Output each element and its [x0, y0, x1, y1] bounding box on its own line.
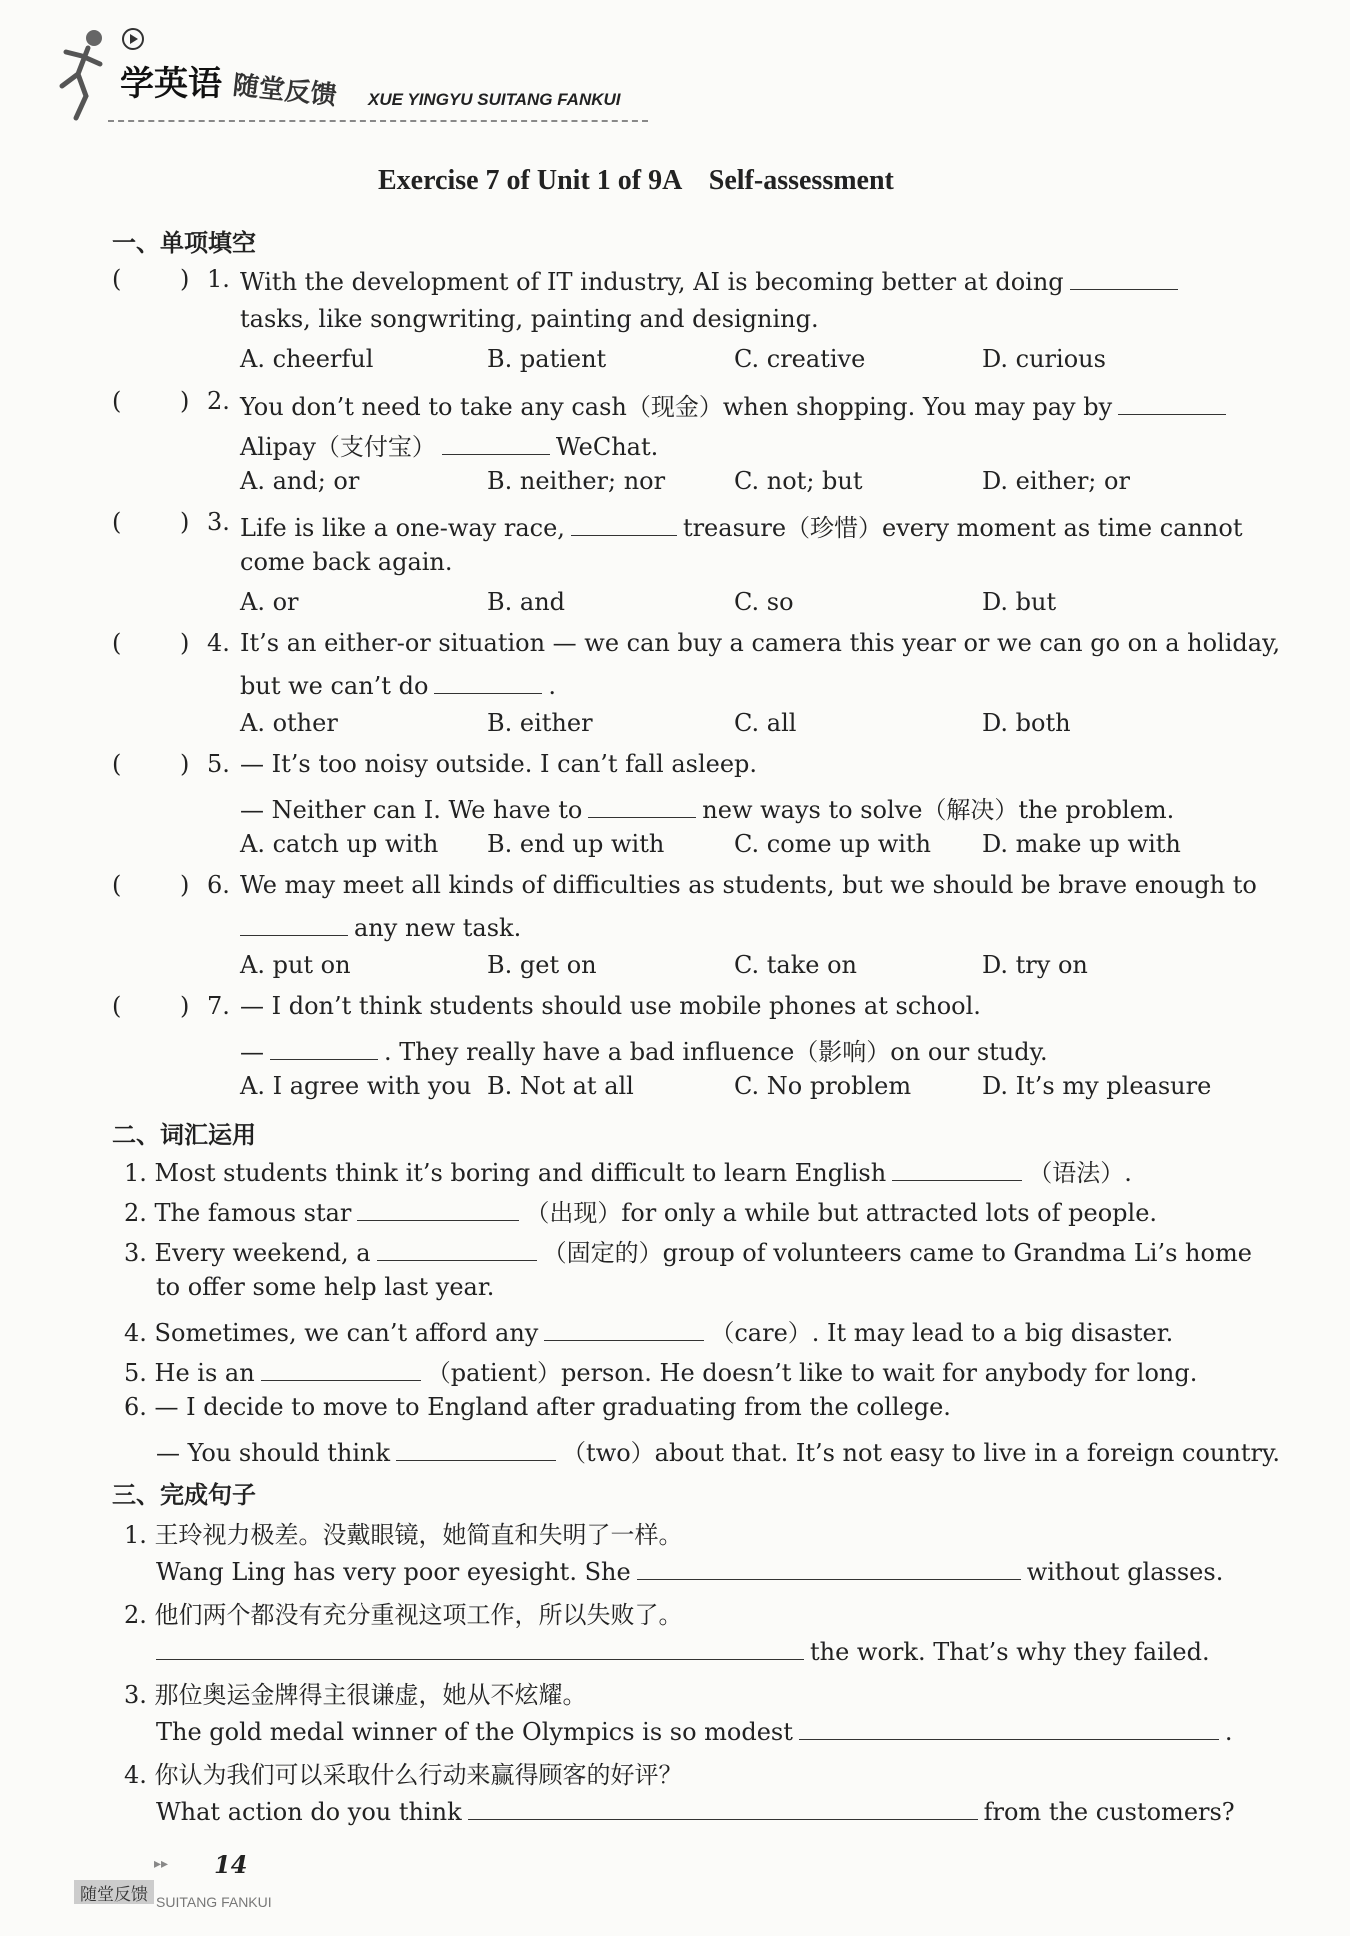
sentence-cn: 1. 王玲视力极差。没戴眼镜，她简直和失明了一样。 — [124, 1521, 683, 1549]
answer-blank[interactable] — [544, 1316, 704, 1341]
question-text: We may meet all kinds of difficulties as students, but we should be brave enough to — [240, 871, 1257, 899]
answer-paren-close: ) — [180, 265, 190, 293]
option-b[interactable]: B. patient — [487, 345, 607, 373]
option-b[interactable]: B. Not at all — [487, 1072, 634, 1100]
sentence-en: What action do you think from the customers? — [156, 1795, 1235, 1826]
option-a[interactable]: A. cheerful — [240, 345, 374, 373]
question-number: 2. — [207, 387, 230, 415]
answer-blank[interactable] — [892, 1156, 1022, 1181]
question-text-cont: — . They really have a bad influence（影响）on our study. — [240, 1032, 1048, 1067]
answer-paren-open[interactable]: ( — [112, 750, 122, 778]
option-b[interactable]: B. neither; nor — [487, 467, 666, 495]
logo-subtitle: 随堂反馈 — [231, 70, 339, 112]
answer-blank[interactable] — [442, 430, 550, 455]
answer-paren-open[interactable]: ( — [112, 629, 122, 657]
option-c[interactable]: C. creative — [734, 345, 866, 373]
logo-text: 学英语 — [120, 64, 222, 104]
option-d[interactable]: D. curious — [982, 345, 1106, 373]
answer-blank[interactable] — [396, 1436, 556, 1461]
answer-paren-open[interactable]: ( — [112, 387, 122, 415]
sentence-cn: 2. 他们两个都没有充分重视这项工作，所以失败了。 — [124, 1601, 683, 1629]
answer-paren-close: ) — [180, 750, 190, 778]
option-a[interactable]: A. put on — [240, 951, 351, 979]
option-a[interactable]: A. or — [240, 588, 299, 616]
footer-tag-sub: SUITANG FANKUI — [156, 1894, 272, 1910]
option-c[interactable]: C. take on — [734, 951, 857, 979]
option-c[interactable]: C. not; but — [734, 467, 863, 495]
answer-paren-open[interactable]: ( — [112, 508, 122, 536]
answer-paren-open[interactable]: ( — [112, 871, 122, 899]
vocab-item: 5. He is an （patient）person. He doesn’t like to wait for anybody for long. — [124, 1353, 1197, 1388]
option-b[interactable]: B. end up with — [487, 830, 665, 858]
question-text-cont: Alipay（支付宝） WeChat. — [240, 427, 658, 462]
vocab-item: 1. Most students think it’s boring and difficult to learn English （语法）. — [124, 1153, 1132, 1188]
sentence-en: The gold medal winner of the Olympics is so modest . — [156, 1715, 1233, 1746]
option-d[interactable]: D. make up with — [982, 830, 1181, 858]
question-number: 1. — [207, 265, 230, 293]
option-c[interactable]: C. all — [734, 709, 797, 737]
question-number: 7. — [207, 992, 230, 1020]
answer-blank[interactable] — [799, 1715, 1219, 1740]
answer-blank[interactable] — [571, 511, 677, 536]
answer-paren-open[interactable]: ( — [112, 265, 122, 293]
footer-tag: 随堂反馈 — [74, 1880, 154, 1904]
section1-heading: 一、单项填空 — [112, 229, 256, 257]
question-text-cont: but we can’t do . — [240, 669, 556, 700]
option-b[interactable]: B. and — [487, 588, 566, 616]
vocab-item: 4. Sometimes, we can’t afford any （care）. It may lead to a big disaster. — [124, 1313, 1173, 1348]
answer-blank[interactable] — [468, 1795, 978, 1820]
option-a[interactable]: A. and; or — [240, 467, 360, 495]
answer-paren-open[interactable]: ( — [112, 992, 122, 1020]
page-number: 14 — [214, 1850, 248, 1879]
vocab-item-cont: — You should think （two）about that. It’s not easy to live in a foreign country. — [156, 1433, 1280, 1468]
question-number: 5. — [207, 750, 230, 778]
option-b[interactable]: B. get on — [487, 951, 597, 979]
option-d[interactable]: D. both — [982, 709, 1071, 737]
question-text: You don’t need to take any cash（现金）when shopping. You may pay by — [240, 387, 1232, 422]
answer-blank[interactable] — [156, 1635, 804, 1660]
vocab-item: 6. — I decide to move to England after graduating from the college. — [124, 1393, 951, 1421]
runner-logo-icon — [48, 24, 118, 124]
question-text-cont: come back again. — [240, 548, 453, 576]
question-number: 3. — [207, 508, 230, 536]
option-a[interactable]: A. I agree with you — [240, 1072, 472, 1100]
answer-blank[interactable] — [637, 1555, 1021, 1580]
answer-blank[interactable] — [240, 911, 348, 936]
question-text: With the development of IT industry, AI is becoming better at doing — [240, 265, 1184, 296]
play-icon — [122, 28, 144, 50]
sentence-cn: 3. 那位奥运金牌得主很谦虚，她从不炫耀。 — [124, 1681, 587, 1709]
answer-blank[interactable] — [261, 1356, 421, 1381]
question-text: It’s an either-or situation — we can buy a camera this year or we can go on a holiday, — [240, 629, 1281, 657]
answer-blank[interactable] — [588, 793, 696, 818]
option-a[interactable]: A. other — [240, 709, 338, 737]
answer-paren-close: ) — [180, 387, 190, 415]
vocab-item-cont: to offer some help last year. — [156, 1273, 495, 1301]
section2-heading: 二、词汇运用 — [112, 1121, 256, 1149]
footer-arrows: ▸▸ — [154, 1856, 169, 1872]
option-c[interactable]: C. come up with — [734, 830, 932, 858]
page-title: Exercise 7 of Unit 1 of 9A Self-assessment — [378, 165, 894, 196]
header-swoosh — [108, 120, 648, 126]
question-text: Life is like a one-way race, treasure（珍惜）every moment as time cannot — [240, 508, 1242, 543]
vocab-item: 2. The famous star （出现）for only a while but attracted lots of people. — [124, 1193, 1157, 1228]
option-d[interactable]: D. but — [982, 588, 1057, 616]
sentence-en: Wang Ling has very poor eyesight. She without glasses. — [156, 1555, 1223, 1586]
answer-blank[interactable] — [1118, 390, 1226, 415]
option-c[interactable]: C. No problem — [734, 1072, 912, 1100]
option-d[interactable]: D. It’s my pleasure — [982, 1072, 1212, 1100]
question-text: — It’s too noisy outside. I can’t fall asleep. — [240, 750, 758, 778]
vocab-item: 3. Every weekend, a （固定的）group of volunteers came to Grandma Li’s home — [124, 1233, 1252, 1268]
question-text-cont: tasks, like songwriting, painting and designing. — [240, 305, 819, 333]
question-number: 6. — [207, 871, 230, 899]
header — [48, 20, 668, 130]
answer-paren-close: ) — [180, 629, 190, 657]
question-text-cont: any new task. — [240, 911, 521, 942]
answer-paren-close: ) — [180, 871, 190, 899]
sentence-en: the work. That’s why they failed. — [156, 1635, 1210, 1666]
question-number: 4. — [207, 629, 230, 657]
option-d[interactable]: D. either; or — [982, 467, 1130, 495]
option-c[interactable]: C. so — [734, 588, 794, 616]
option-d[interactable]: D. try on — [982, 951, 1088, 979]
section3-heading: 三、完成句子 — [112, 1481, 256, 1509]
answer-blank[interactable] — [357, 1196, 519, 1221]
question-text: — I don’t think students should use mobile phones at school. — [240, 992, 981, 1020]
answer-blank[interactable] — [270, 1035, 378, 1060]
answer-paren-close: ) — [180, 508, 190, 536]
option-a[interactable]: A. catch up with — [240, 830, 439, 858]
header-pinyin: XUE YINGYU SUITANG FANKUI — [368, 90, 621, 109]
answer-blank[interactable] — [434, 669, 542, 694]
option-b[interactable]: B. either — [487, 709, 593, 737]
answer-paren-close: ) — [180, 992, 190, 1020]
answer-blank[interactable] — [377, 1236, 537, 1261]
answer-blank[interactable] — [1070, 265, 1178, 290]
question-text-cont: — Neither can I. We have to new ways to solve（解决）the problem. — [240, 790, 1174, 825]
sentence-cn: 4. 你认为我们可以采取什么行动来赢得顾客的好评？ — [124, 1761, 683, 1789]
